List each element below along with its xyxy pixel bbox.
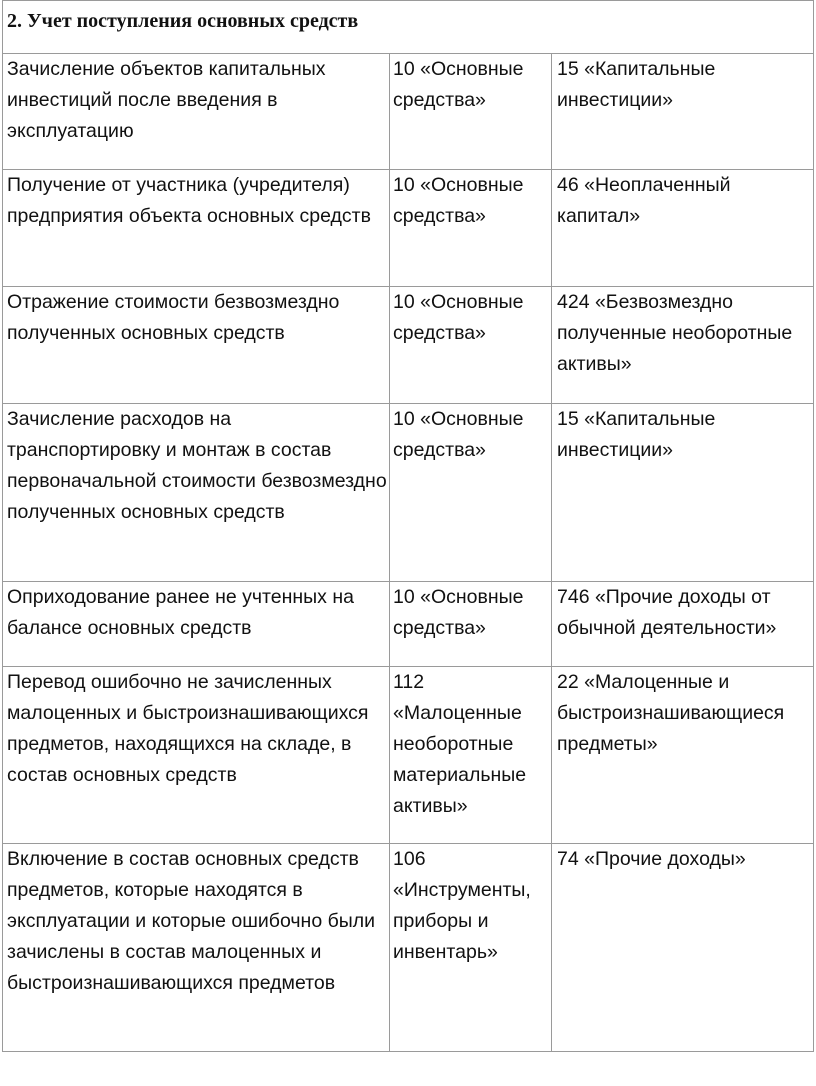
- debit-account-cell: 10 «Основные средства»: [390, 404, 552, 582]
- credit-account-cell: 74 «Прочие доходы»: [552, 844, 814, 1052]
- debit-account-cell: 112 «Малоценные необоротные материальные активы»: [390, 667, 552, 844]
- credit-account-cell: 22 «Малоценные и быстроизнашивающиеся предметы»: [552, 667, 814, 844]
- description-cell: Отражение стоимости безвозмездно полученных основных средств: [3, 287, 390, 404]
- description-cell: Перевод ошибочно не зачисленных малоценных и быстроизнашивающихся предметов, находящихся на складе, в состав основных средств: [3, 667, 390, 844]
- credit-account-cell: 15 «Капитальные инвестиции»: [552, 54, 814, 170]
- table-row: [3, 54, 814, 170]
- debit-account-cell: 106 «Инструменты, приборы и инвентарь»: [390, 844, 552, 1052]
- table-row: [3, 170, 814, 287]
- table-row: [3, 287, 814, 404]
- table-header-row: [3, 1, 814, 54]
- table-row: [3, 667, 814, 844]
- section-title: 2. Учет поступления основных средств: [3, 1, 814, 54]
- accounting-table: [2, 0, 814, 1052]
- credit-account-cell: 15 «Капитальные инвестиции»: [552, 404, 814, 582]
- description-cell: Получение от участника (учредителя) предприятия объекта основных средств: [3, 170, 390, 287]
- table-row: [3, 404, 814, 582]
- credit-account-cell: 46 «Неоплаченный капитал»: [552, 170, 814, 287]
- credit-account-cell: 746 «Прочие доходы от обычной деятельности»: [552, 582, 814, 667]
- description-cell: Зачисление расходов на транспортировку и монтаж в состав первоначальной стоимости безвозмездно полученных основных средств: [3, 404, 390, 582]
- table-row: [3, 844, 814, 1052]
- debit-account-cell: 10 «Основные средства»: [390, 582, 552, 667]
- description-cell: Зачисление объектов капитальных инвестиций после введения в эксплуатацию: [3, 54, 390, 170]
- description-cell: Включение в состав основных средств предметов, которые находятся в эксплуатации и которые ошибочно были зачислены в состав малоценных и быстроизнашивающихся предметов: [3, 844, 390, 1052]
- table-row: [3, 582, 814, 667]
- debit-account-cell: 10 «Основные средства»: [390, 54, 552, 170]
- credit-account-cell: 424 «Безвозмездно полученные необоротные активы»: [552, 287, 814, 404]
- debit-account-cell: 10 «Основные средства»: [390, 170, 552, 287]
- debit-account-cell: 10 «Основные средства»: [390, 287, 552, 404]
- description-cell: Оприходование ранее не учтенных на балансе основных средств: [3, 582, 390, 667]
